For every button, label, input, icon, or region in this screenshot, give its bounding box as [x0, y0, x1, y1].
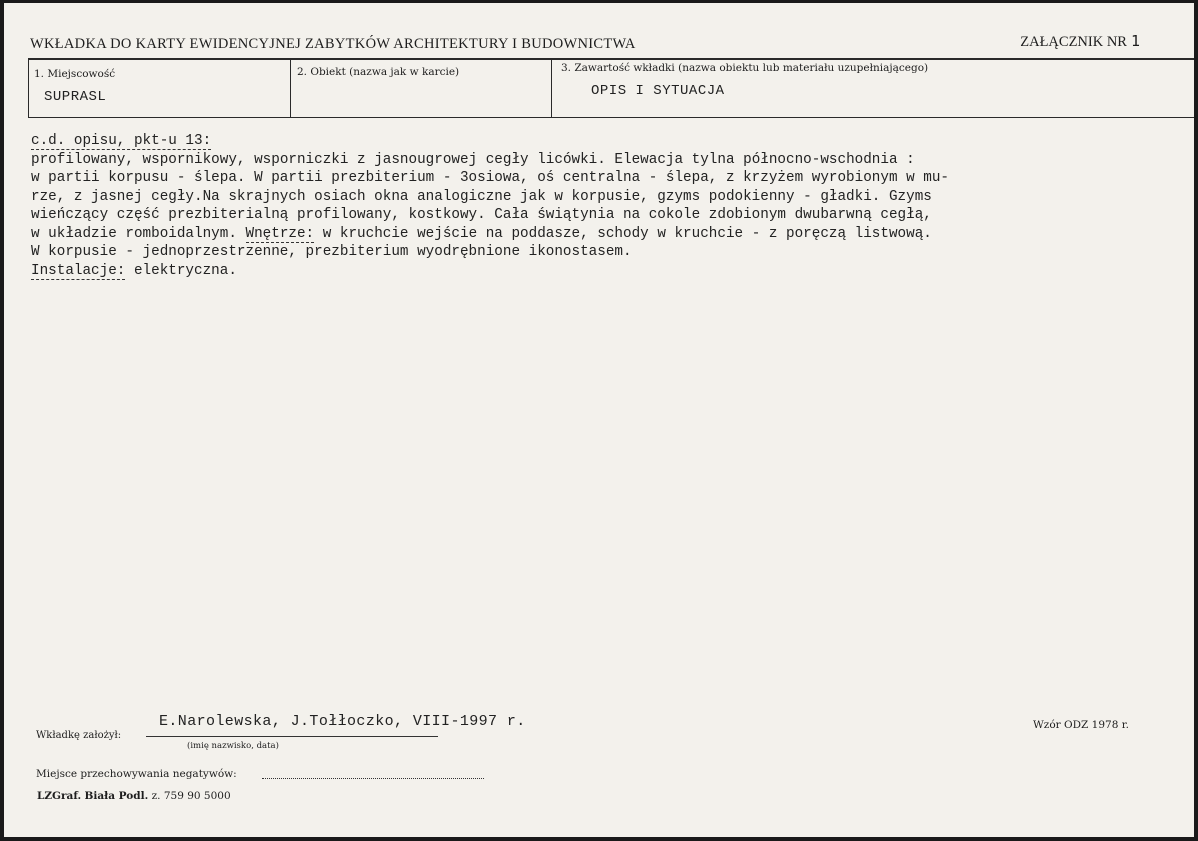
- continuation-heading: c.d. opisu, pkt-u 13:: [31, 133, 212, 149]
- prepared-by-hint: (imię nazwisko, data): [187, 741, 279, 751]
- interior-heading: Wnętrze:: [245, 225, 315, 242]
- body-line-5a: w układzie romboidalnym.: [31, 225, 246, 242]
- printer-order: z. 759 90 5000: [151, 790, 231, 802]
- body-line-4: wieńczący część prezbiterialną profilowany, kostkowy. Cała świątynia na cokole zdobionym dwubarwną cegłą,: [31, 207, 932, 223]
- installations-heading: Instalacje:: [31, 262, 126, 279]
- body-line-7b: elektryczna.: [125, 262, 237, 279]
- printer-imprint: [37, 790, 231, 802]
- annex-number: 1: [1130, 32, 1140, 50]
- field-divider-1: [290, 58, 291, 118]
- annex-label-text: ZAŁĄCZNIK NR: [1020, 34, 1127, 50]
- description-text: [31, 132, 949, 280]
- prepared-by-line: [146, 736, 438, 737]
- body-line-3: rze, z jasnej cegły.Na skrajnych osiach okna analogiczne jak w korpusie, gzyms podokienny - gładki. Gzyms: [31, 188, 932, 205]
- inventory-card: [4, 3, 1194, 837]
- negatives-label: Miejsce przechowywania negatywów:: [36, 768, 237, 780]
- body-line-1b: , wsporniczki z jasnougrowej cegły licówki. Elewacja tylna północno-wschodnia :: [236, 151, 915, 168]
- prepared-by-value: E.Narolewska, J.Tołłoczko, VIII-1997 r.: [159, 713, 526, 730]
- field-divider-2: [551, 58, 552, 118]
- annex-label: [1020, 32, 1140, 51]
- locality-value: SUPRASL: [44, 89, 107, 105]
- fields-left-rule: [28, 58, 29, 118]
- header-divider: [28, 58, 1194, 60]
- content-value: OPIS I SYTUACJA: [591, 83, 725, 99]
- body-line-2: w partii korpusu - ślepa. W partii prezbiterium - 3osiowa, oś centralna - ślepa, z krzyżem wyrobionym w mu-: [31, 170, 950, 186]
- prepared-by-label: Wkładkę założył:: [36, 730, 122, 741]
- body-line-1a: profilowany, wspornikowy: [31, 151, 237, 168]
- negatives-line: [262, 778, 484, 779]
- locality-label: 1. Miejscowość: [34, 68, 116, 80]
- printer-name: LZGraf.: [37, 790, 82, 802]
- template-version: Wzór ODZ 1978 r.: [1033, 719, 1129, 731]
- card-title: WKŁADKA DO KARTY EWIDENCYJNEJ ZABYTKÓW ARCHITEKTURY I BUDOWNICTWA: [30, 36, 636, 52]
- fields-bottom-rule: [28, 117, 1194, 118]
- printer-city: Biała Podl.: [84, 790, 149, 802]
- body-line-5b: w kruchcie wejście na poddasze, schody w kruchcie - z poręczą listwową.: [314, 225, 932, 242]
- body-line-6: W korpusie - jednoprzestrzenne, prezbiterium wyodrębnione ikonostasem.: [31, 244, 632, 260]
- object-label: 2. Obiekt (nazwa jak w karcie): [297, 66, 460, 78]
- content-label: 3. Zawartość wkładki (nazwa obiektu lub materiału uzupełniającego): [561, 62, 929, 74]
